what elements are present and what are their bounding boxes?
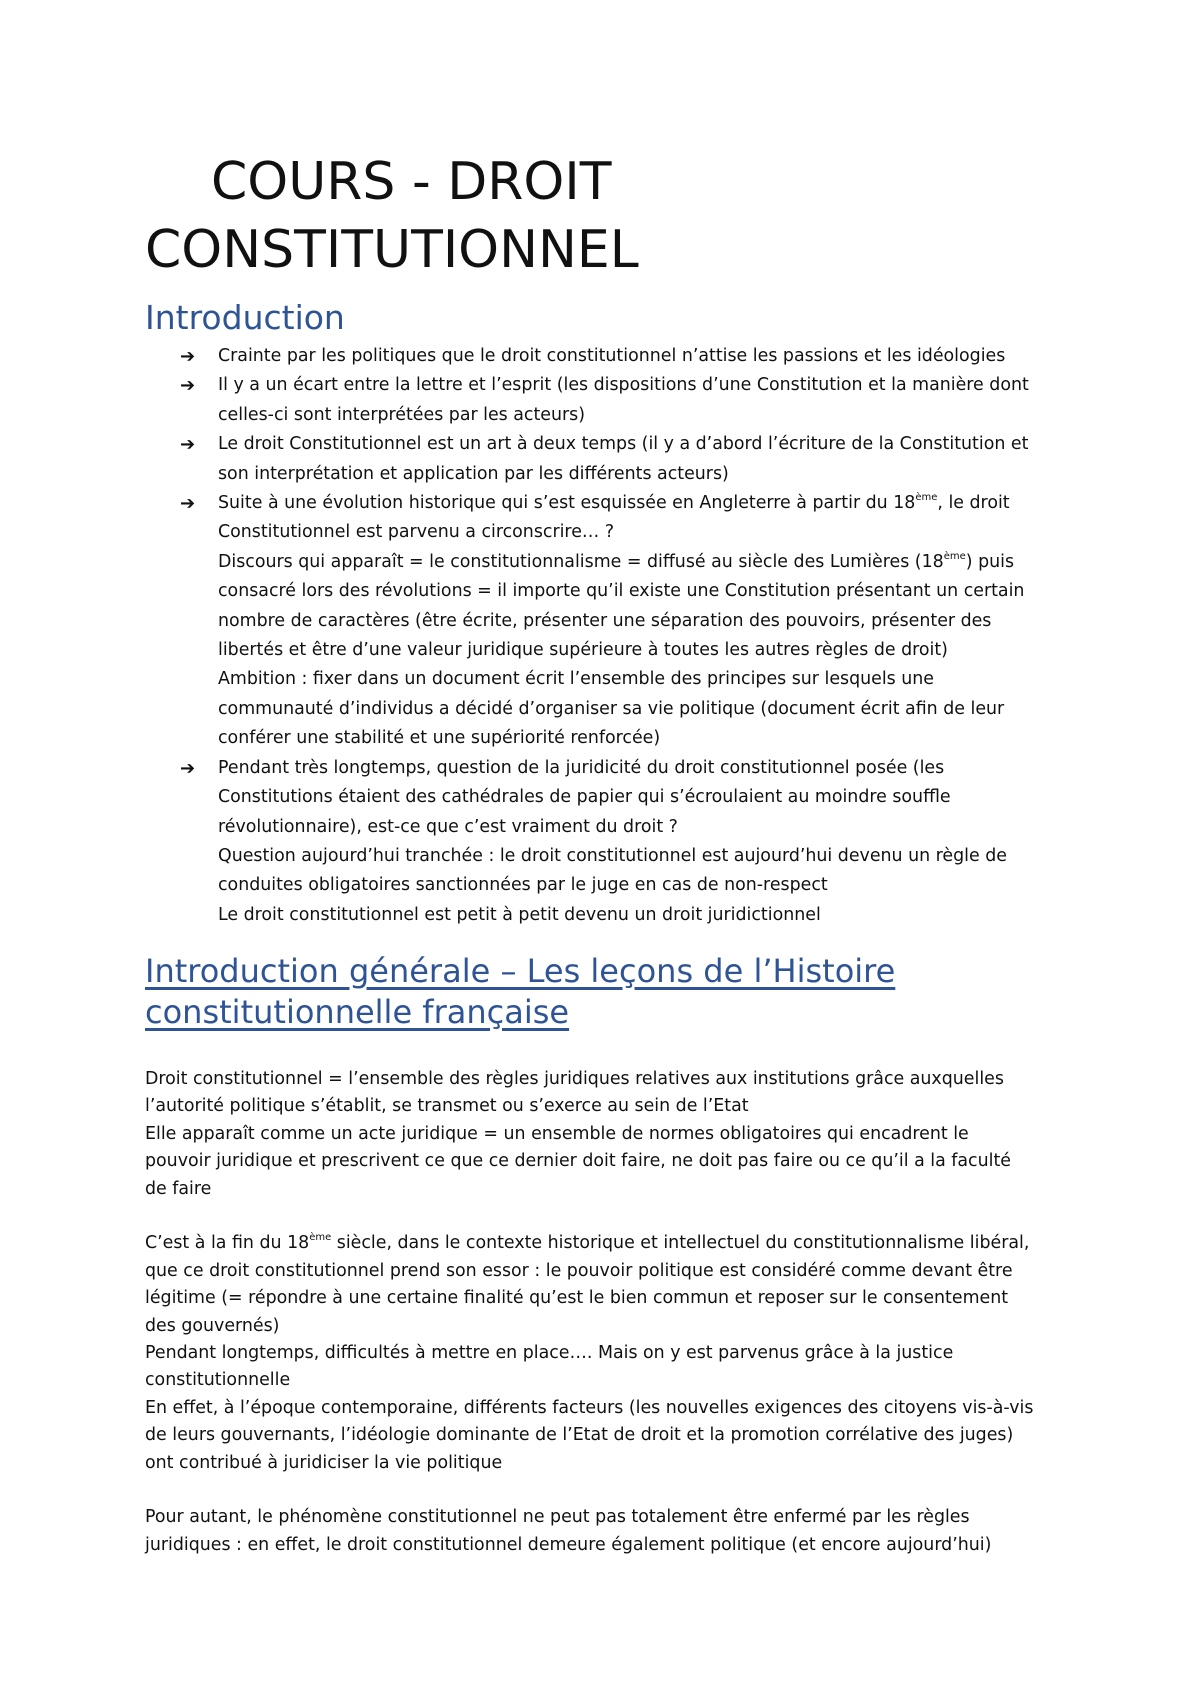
text-line: des gouvernés)	[145, 1315, 280, 1336]
text-line: constitutionnelle	[145, 1370, 291, 1391]
superscript: ème	[943, 550, 966, 562]
bullet-text: nombre de caractères (être écrite, présenter une séparation des pouvoirs, présenter des	[218, 610, 992, 631]
bullet-item	[145, 754, 1065, 930]
bullet-text: conférer une stabilité et une supériorité renforcée)	[218, 728, 661, 749]
text-line: légitime (= répondre à une certaine finalité qu’est le bien commun et reposer sur le consentement	[145, 1288, 1009, 1309]
paragraph	[145, 1066, 1065, 1203]
bullet-text: libertés et être d’une valeur juridique supérieure à toutes les autres règles de droit)	[218, 640, 948, 661]
bullet-item	[145, 342, 1065, 371]
general-introduction-body	[145, 1066, 1065, 1559]
bullet-text: Constitutions étaient des cathédrales de papier qui s’écroulaient au moindre souffle	[218, 787, 951, 808]
paragraph-spacer	[145, 1203, 1065, 1230]
bullet-text: Le droit constitutionnel est petit à petit devenu un droit juridictionnel	[218, 904, 821, 925]
text-line: Droit constitutionnel = l’ensemble des règles juridiques relatives aux institutions grâce auxquelles	[145, 1069, 1004, 1089]
text-line: En effet, à l’époque contemporaine, différents facteurs (les nouvelles exigences des citoyens vis-à-vis	[145, 1397, 1034, 1418]
bullet-text: Pendant très longtemps, question de la juridicité du droit constitutionnel posée (les	[218, 757, 945, 778]
bullet-text: consacré lors des révolutions = il importe qu’il existe une Constitution présentant un certain	[218, 581, 1025, 602]
bullet-text: révolutionnaire), est-ce que c’est vraiment du droit ?	[218, 816, 678, 837]
heading-line-1: Introduction générale – Les leçons de l’Histoire	[145, 952, 896, 990]
text-line: siècle, dans le contexte historique et intellectuel du constitutionnalisme libéral,	[331, 1233, 1030, 1254]
text-line: Pour autant, le phénomène constitutionnel ne peut pas totalement être enfermé par les règles	[145, 1507, 970, 1528]
superscript: ème	[309, 1232, 332, 1244]
text-line: l’autorité politique s’établit, se transmet ou s’exerce au sein de l’Etat	[145, 1096, 749, 1117]
arrow-bullet-icon: ➔	[180, 434, 196, 456]
bullet-text: Suite à une évolution historique qui s’est esquissée en Angleterre à partir du 18	[218, 493, 916, 514]
bullet-text: Le droit Constitutionnel est un art à deux temps (il y a d’abord l’écriture de la Constitution et	[218, 434, 1029, 455]
text-line: ont contribué à juridiciser la vie politique	[145, 1452, 503, 1473]
text-line: juridiques : en effet, le droit constitutionnel demeure également politique (et encore aujourd’hui)	[145, 1534, 992, 1555]
heading-line-2: constitutionnelle française	[145, 993, 570, 1031]
text-line: Pendant longtemps, difficultés à mettre en place…. Mais on y est parvenus grâce à la justice	[145, 1343, 954, 1364]
bullet-text: ) puis	[965, 551, 1015, 572]
text-line: de faire	[145, 1178, 212, 1199]
paragraph	[145, 1230, 1065, 1477]
arrow-bullet-icon: ➔	[180, 757, 196, 779]
bullet-item	[145, 371, 1065, 430]
bullet-text: son interprétation et application par les différents acteurs)	[218, 463, 729, 484]
bullet-text: celles-ci sont interprétées par les acteurs)	[218, 404, 586, 425]
introduction-bullet-list	[145, 342, 1065, 930]
text-line: C’est à la fin du 18	[145, 1233, 310, 1254]
superscript: ème	[915, 492, 938, 504]
general-introduction-heading	[145, 951, 1125, 1033]
bullet-item	[145, 489, 1065, 754]
text-line: pouvoir juridique et prescrivent ce que ce dernier doit faire, ne doit pas faire ou ce qu’il a la faculté	[145, 1151, 1011, 1172]
arrow-bullet-icon: ➔	[180, 346, 196, 367]
title-line-2: CONSTITUTIONNEL	[145, 220, 639, 280]
title-line-1: COURS - DROIT	[211, 152, 612, 212]
bullet-item	[145, 430, 1065, 489]
bullet-text: Constitutionnel est parvenu a circonscrire… ?	[218, 522, 615, 543]
bullet-text: communauté d’individus a décidé d’organiser sa vie politique (document écrit afin de leur	[218, 698, 1005, 719]
introduction-heading: Introduction	[145, 298, 345, 337]
paragraph	[145, 1504, 1065, 1559]
bullet-text: Ambition : fixer dans un document écrit l’ensemble des principes sur lesquels une	[218, 669, 935, 690]
bullet-text: Crainte par les politiques que le droit constitutionnel n’attise les passions et les idéologies	[218, 346, 1006, 366]
bullet-text: , le droit	[937, 493, 1010, 514]
paragraph-spacer	[145, 1477, 1065, 1504]
bullet-text: Il y a un écart entre la lettre et l’esprit (les dispositions d’une Constitution et la manière dont	[218, 375, 1029, 396]
bullet-text: Question aujourd’hui tranchée : le droit constitutionnel est aujourd’hui devenu un règle de	[218, 845, 1007, 866]
text-line: de leurs gouvernants, l’idéologie dominante de l’Etat de droit et la promotion corrélative des juges)	[145, 1425, 1014, 1446]
bullet-text: Discours qui apparaît = le constitutionnalisme = diffusé au siècle des Lumières (18	[218, 551, 944, 572]
arrow-bullet-icon: ➔	[180, 493, 196, 515]
text-line: Elle apparaît comme un acte juridique = un ensemble de normes obligatoires qui encadrent le	[145, 1123, 969, 1144]
document-title	[145, 148, 1045, 284]
text-line: que ce droit constitutionnel prend son essor : le pouvoir politique est considéré comme devant être	[145, 1260, 1013, 1281]
arrow-bullet-icon: ➔	[180, 375, 196, 397]
bullet-text: conduites obligatoires sanctionnées par le juge en cas de non-respect	[218, 875, 828, 896]
